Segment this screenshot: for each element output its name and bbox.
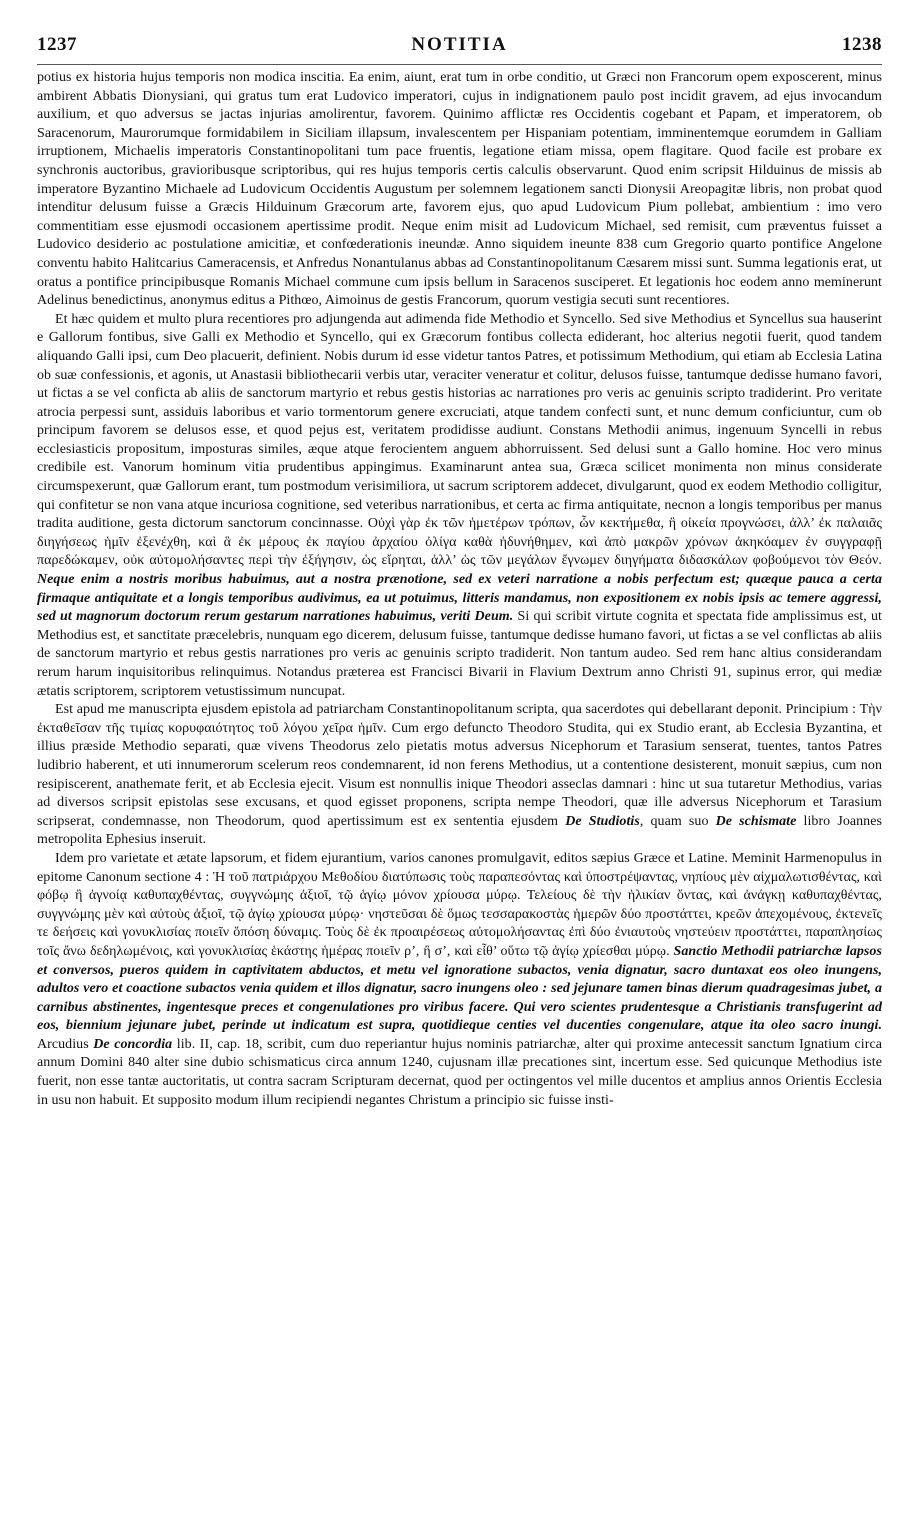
body-text [37,69,882,1110]
paragraph [37,69,882,311]
page-header [37,34,882,65]
italic-translation: Sanctio Methodii patriarchæ lapsos et conversos, pueros quidem in captivitatem abductos, et metu vel ignoratione subactos, venia dignatur, sacro duntaxat eos oleo inungens, adultos vero et coactione subactos venia quidem et illos dignatur, sacro inungens oleo : sed jejunare tamen binas dierum quadragesimas jubet, a carnibus abstinentes, ingentesque preces et congenulationes pro viribus facere. Qui vero scientes prudentesque a Christianis transfugerint ad eos, biennium jejunare jubet, perinde ut indicatum est supra, quotidieque centies vel ducenties congenulare, atque ita oleo sacro inungi. [37,943,882,1034]
italic-title: De schismate [715,813,797,829]
text-run: Arcudius [37,1036,94,1052]
page-number-right: 1238 [842,34,882,55]
page-number-left: 1237 [37,34,77,55]
text-run: Et hæc quidem et multo plura recentiores pro adjungenda aut adimenda fide Methodio et Syncello. Sed sive Methodius et Syncellus sua hauserint e Gallorum fontibus, sive Galli ex Methodio et Syncello, qui ex Græcorum fontibus collecta ediderant, hoc alterius negotii fuerit, quod tandem aliquando Galli ipsi, cum Deo placuerit, definient. Nobis durum id esse videtur tantos Patres, et potissimum Methodium, qui etiam ab Ecclesia Latina ob suæ confessionis, et agonis, ut Anastasii bibliothecarii verbis utar, veraciter veneratur et colitur, delusos fuisse, tantumque dedisse humano favori, ut fictas a se vel conficta ab aliis de sanctorum martyrio et rebus gestis historias ac narrationes pro veris ac genuinis scripto tradiderint. Pro veritate atrocia perpessi sunt, assiduis laboribus et vario tormentorum genere excruciati, atque tandem confecti sunt, et nunc demum conficiuntur, cum ob principum favorem se delusos esse, et quod pejus est, veritatem prodidisse audiunt. Constans Methodii animus, ingenuum Syncelli in rebus ecclesiasticis propositum, imposturas similes, æque atque ferocientem anguem abhorruissent. Sed delusi sunt a Gallo homine. Hoc vero minus credibile est. Vanorum hominum vitia prudentibus appingimus. Examinarunt antea sua, Græca scilicet monimenta non minus considerate circumspexerunt, quæ Gallorum erant, tum postmodum verisimiliora, ut sacrum scriptorem addecet, divulgarunt, quod ex eodem Methodio colligitur, qui confitetur se non vana atque incuriosa cognitione, sed veteribus narrationibus, et certa ac firma antiquitate, necnon a longis temporibus per manus tradita auditione, gesta dictorum sanctorum concinnasse. Οὐχὶ γὰρ ἐκ τῶν ἡμετέρων τρόπων, ὧν κεκτήμεθα, ἢ οἰκεία προγνώσει, ἀλλ’ ἐκ παλαιᾶς διηγήσεως ἡμῖν ἐξενέχθη, καὶ ἃ ἐκ μέρους ἐκ παγίου ἀρχαίου ὀλίγα καθὰ ἠδυνήθημεν, καὶ ἀπὸ μακρῶν χρόνων ἀκηκόαμεν ἐν συγγραφῇ παρεδώκαμεν, οὐκ αὐτομολήσαντες περὶ τὴν ἐξήγησιν, ὡς εἴρηται, ἀλλ’ ὡς τῶν μεγάλων ἔγνωμεν διηγήματα διδασκάλων φοβούμενοι τὸν Θεόν. [37,311,882,569]
running-title: NOTITIA [411,34,508,55]
text-run: Est apud me manuscripta ejusdem epistola ad patriarcham Constantinopolitanum scripta, qua sacerdotes qui debellarant deponit. Principium : Τὴν ἐκταθεῖσαν τῆς τιμίας κορυφαιότητος τοῦ λόγου χεῖρα ἡμῖν. Cum ergo defuncto Theodoro Studita, qui ex Studio erant, ab Ecclesia Byzantina, et illius præside Methodio separati, quæ vivens Theodorus zelo pietatis motus adversus Nicephorum et Tarasium senserat, tuentes, tantos Patres ludibrio haberent, et uti innumerorum scelerum reos condemnarent, id non ferens Methodius, ut a contentione desisterent, monuit sæpius, cum non resipiscerent, anathemate ferit, et ab Ecclesia ejecit. Visum est nonnullis inique Theodori asseclas damnari : hinc ut sua tutaretur Methodius, varias ad diversos scripsit epistolas sese excusans, et quod egisset proponens, scripta nempe Theodori, quæ ille adversus Nicephorum et Tarasium scripserat, condemnasse, non Theodorum, quod apertissimum est ex sententia ejusdem [37,702,882,829]
text-run: potius ex historia hujus temporis non modica inscitia. Ea enim, aiunt, erat tum in orbe conditio, ut Græci non Francorum opem exposcerent, minus ambirent Abbatis Dionysiani, qui gratus tum erat Ludovico imperatori, cujus in indignationem paulo post incidit gravem, ad ejus invocandum auxilium, et quo adversus se jactas injurias amolirentur, favorem. Quinimo afflictæ res Occidentis cogebant et Papam, et imperatorem, ob Saracenorum, Maurorumque formidabilem in Siciliam illapsum, invalescentem per Hispaniam potentiam, imminentemque eorumdem in Galliam irruptionem, Michaelis imperatoris Constantinopolitani tum pace fruentis, legatione etiam missa, opem flagitare. Quod facile est probare ex synchronis auctoribus, gravioribusque scriptoribus, qui res hujus temporis certis calculis observarunt. Quod enim scripsit Hilduinus de missis ab imperatore Byzantino Michaele ad Ludovicum Occidentis Augustum per solemnem legationem sancti Dionysii Areopagitæ libris, non probat quod intenditur delusum fuisse a Græcis Hilduinum Græcorum arte, favorem ejus, quo apud Ludovicum Pium pollebat, ambientium : imo vero commentitiam esse ejusmodi occasionem apertissime prodit. Neque enim misit ad Ludovicum Michael, sed remisit, cum præventus fuisset a Ludovico desiderio ac postulatione amicitiæ, et confœderationis ineundæ. Anno siquidem ineunte 838 cum Gregorio quarto pontifice Angelone conventu habito Halitcarius Cameracensis, et Anfredus Nonantulanus abbas ad Constantinopolitanum Cæsarem missi sunt. Summa legationis erat, ut oratus a pontifice principibusque Romanis Michael commune cum ipsis bellum in Saracenos susciperet. Et legationis hoc eodem anno meminerunt Adelinus benedictinus, anonymus editus a Pithœo, Aimoinus de gestis Francorum, quorum vestigia secuti sunt recentiores. [37,70,882,309]
text-run: lib. II, cap. 18, scribit, cum duo reperiantur hujus nominis patriarchæ, alter qui proxime antecessit sanctum Ignatium circa annum Domini 840 alter sine dubio schismaticus circa annum 1240, cujusnam illæ precationes sint, incertum esse. Sed quicunque Methodius iste fuerit, non esse tantæ auctoritatis, ut contra sacram Scripturam decernat, quod per octingentos vel mille ducentos et amplius annos Orientis Ecclesia in usu non habuit. Et supposito modum illum recipiendi negantes Christum a principio sic fuisse insti- [37,1036,882,1108]
text-run: libro Joannes metropolita Ephesius inseruit. [37,813,882,848]
text-run: Idem pro varietate et ætate lapsorum, et fidem ejurantium, varios canones promulgavit, editos sæpius Græce et Latine. Meminit Harmenopulus in epitome Canonum sectione 4 : Ἡ τοῦ πατριάρχου Μεθοδίου διατύπωσις τοὺς παραπεσόντας καὶ ὑποστρέψαντας, νηπίους μὲν αἰχμαλωτισθέντας, καὶ φόβῳ ἢ ἀγνοίᾳ καθυπαχθέντας, συγγνώμης ἀξιοῖ, τῷ ἁγίῳ μόνον χρίουσα μύρῳ. Τελείους δὲ τὴν ἡλικίαν ὄντας, καὶ ἀνάγκῃ καθυπαχθέντας, συγγνώμης μὲν καὶ αὐτοὺς ἀξιοῖ, τῷ ἁγίῳ χρίουσα μύρῳ· νηστεῦσαι δὲ ὅμως τεσσαρακοστὰς ἡμερῶν δύο προστάττει, κρεῶν ἀπεχομένους, ἐκτενεῖς τε δεήσεις καὶ γονυκλισίας ποιεῖν ὅπόση δύναμις. Τοὺς δὲ ἐκ προαιρέσεως αὐτομολήσαντας ἐπὶ δύο ἐνιαυτοὺς νηστεύειν προστάττει, παραπλησίως τοῖς ἄνω δεδηλωμένοις, καὶ γονυκλισίας ἑκάστης ἡμέρας ποιεῖν ρ’, ἢ σ’, καὶ εἶθ’ οὕτω τῷ ἁγίῳ χρίεσθαι μύρῳ. [37,850,882,959]
italic-title: De Studiotis [565,813,640,829]
italic-translation: Neque enim a nostris moribus habuimus, aut a nostra prænotione, sed ex veteri narratione a nobis perfectum est; quæque pauca a certa firmaque antiquitate et a longis temporibus audivimus, ea ut potuimus, litteris mandamus, non expositionem ex nobis ipsis ac temere aggressi, sed ut magnorum doctorum rerum gestarum narrationes habuimus, veriti Deum. [37,572,882,625]
paragraph [37,311,882,701]
paragraph [37,850,882,1110]
text-run: Si qui scribit virtute cognita et spectata fide amplissimus est, ut Methodius est, et sanctitate præcelebris, nunquam ego dicerem, delusum fuisse, tantumque dedisse humano favori, ut fictas a se vel conflictas ab aliis de sanctorum martyrio et rebus gestis narrationes pro veris ac genuinis scripto tradiderit. Non tantum audeo. Sed rem hanc altius considerandam rerum harum inquisitoribus relinquimus. Notandus præterea est Francisci Bivarii in Flavium Dextrum anno Christi 91, supinus error, qui mediæ ætatis scriptorem, scriptorem vetustissimum nuncupat. [37,609,882,699]
italic-title: De concordia [93,1036,173,1052]
text-run: , quam suo [639,813,716,829]
paragraph [37,701,882,850]
